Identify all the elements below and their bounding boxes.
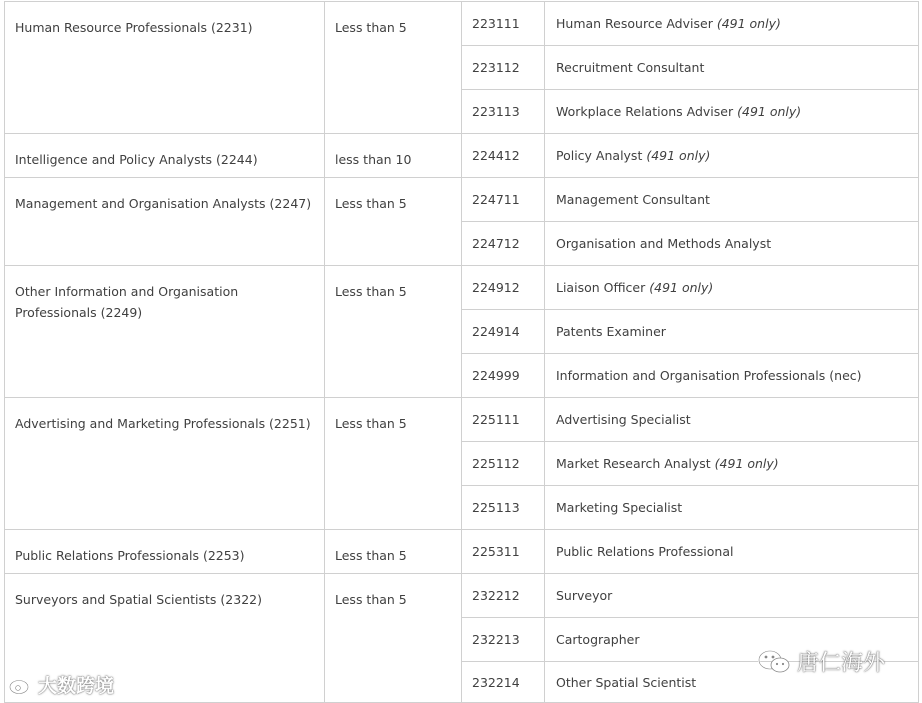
anzsco-code-cell: 225113 bbox=[462, 486, 545, 530]
occupation-title: Organisation and Methods Analyst bbox=[556, 236, 772, 251]
anzsco-code-cell: 225112 bbox=[462, 442, 545, 486]
occupation-title: Information and Organisation Professionals (nec) bbox=[556, 368, 862, 383]
watermark-left bbox=[8, 671, 114, 698]
anzsco-code-cell: 224412 bbox=[462, 134, 545, 178]
anzsco-code-cell: 223113 bbox=[462, 90, 545, 134]
occupation-title: Advertising Specialist bbox=[556, 412, 691, 427]
occupation-title-cell bbox=[545, 134, 919, 178]
invitation-count-cell: Less than 5 bbox=[325, 574, 462, 703]
invitation-count-cell: Less than 5 bbox=[325, 530, 462, 574]
occupation-title: Cartographer bbox=[556, 632, 640, 647]
wechat-logo-icon bbox=[757, 649, 791, 675]
occupation-title-cell bbox=[545, 574, 919, 618]
weibo-logo-icon bbox=[8, 675, 34, 695]
occupation-title: Public Relations Professional bbox=[556, 544, 734, 559]
occupation-group-cell: Advertising and Marketing Professionals (2251) bbox=[5, 398, 325, 530]
anzsco-code-cell: 224914 bbox=[462, 310, 545, 354]
visa-note: (491 only) bbox=[646, 148, 711, 163]
occupation-group-cell: Management and Organisation Analysts (2247) bbox=[5, 178, 325, 266]
occupation-group-cell: Human Resource Professionals (2231) bbox=[5, 2, 325, 134]
anzsco-code-cell: 232213 bbox=[462, 618, 545, 662]
watermark-right-text: 唐仁海外 bbox=[797, 651, 886, 676]
table-row bbox=[5, 178, 919, 222]
occupation-title-cell bbox=[545, 442, 919, 486]
anzsco-code-cell: 224912 bbox=[462, 266, 545, 310]
table-row bbox=[5, 398, 919, 442]
anzsco-code-cell: 225111 bbox=[462, 398, 545, 442]
occupation-title: Patents Examiner bbox=[556, 324, 666, 339]
anzsco-code-cell: 223111 bbox=[462, 2, 545, 46]
occupation-title-cell bbox=[545, 46, 919, 90]
occupation-group-cell: Intelligence and Policy Analysts (2244) bbox=[5, 134, 325, 178]
occupation-group-cell: Other Information and Organisation Professionals (2249) bbox=[5, 266, 325, 398]
anzsco-code-cell: 224712 bbox=[462, 222, 545, 266]
occupation-title-cell bbox=[545, 486, 919, 530]
anzsco-code-cell: 232214 bbox=[462, 662, 545, 703]
table-row bbox=[5, 530, 919, 574]
occupation-title-cell bbox=[545, 354, 919, 398]
occupation-table bbox=[4, 1, 919, 703]
invitation-count-cell: Less than 5 bbox=[325, 2, 462, 134]
table-row bbox=[5, 134, 919, 178]
occupation-table-body bbox=[5, 2, 919, 703]
invitation-count-cell: Less than 5 bbox=[325, 398, 462, 530]
occupation-title-cell bbox=[545, 178, 919, 222]
table-row bbox=[5, 2, 919, 46]
anzsco-code-cell: 223112 bbox=[462, 46, 545, 90]
occupation-group-cell: Public Relations Professionals (2253) bbox=[5, 530, 325, 574]
watermark-right bbox=[757, 646, 885, 677]
occupation-title-cell bbox=[545, 398, 919, 442]
occupation-title: Other Spatial Scientist bbox=[556, 674, 697, 690]
occupation-title: Liaison Officer bbox=[556, 280, 646, 295]
visa-note: (491 only) bbox=[649, 280, 714, 295]
occupation-title: Workplace Relations Adviser bbox=[556, 104, 734, 119]
occupation-title: Surveyor bbox=[556, 588, 613, 603]
invitation-count-cell: less than 10 bbox=[325, 134, 462, 178]
occupation-title: Recruitment Consultant bbox=[556, 60, 705, 75]
occupation-title: Market Research Analyst bbox=[556, 456, 711, 471]
occupation-title: Human Resource Adviser bbox=[556, 16, 713, 31]
occupation-group-cell: Surveyors and Spatial Scientists (2322) bbox=[5, 574, 325, 703]
table-row bbox=[5, 574, 919, 618]
occupation-title: Marketing Specialist bbox=[556, 500, 683, 515]
visa-note: (491 only) bbox=[714, 456, 779, 471]
visa-note: (491 only) bbox=[716, 16, 781, 31]
occupation-title-cell bbox=[545, 266, 919, 310]
occupation-title-cell bbox=[545, 530, 919, 574]
anzsco-code-cell: 224711 bbox=[462, 178, 545, 222]
occupation-title-cell bbox=[545, 2, 919, 46]
visa-note: (491 only) bbox=[737, 104, 802, 119]
invitation-count-cell: Less than 5 bbox=[325, 266, 462, 398]
occupation-title-cell bbox=[545, 310, 919, 354]
anzsco-code-cell: 232212 bbox=[462, 574, 545, 618]
occupation-title: Policy Analyst bbox=[556, 148, 643, 163]
anzsco-code-cell: 224999 bbox=[462, 354, 545, 398]
watermark-left-text: 大数跨境 bbox=[38, 675, 115, 697]
anzsco-code-cell: 225311 bbox=[462, 530, 545, 574]
occupation-title-cell bbox=[545, 90, 919, 134]
occupation-title-cell bbox=[545, 222, 919, 266]
occupation-title: Management Consultant bbox=[556, 192, 710, 207]
table-row bbox=[5, 266, 919, 310]
invitation-count-cell: Less than 5 bbox=[325, 178, 462, 266]
